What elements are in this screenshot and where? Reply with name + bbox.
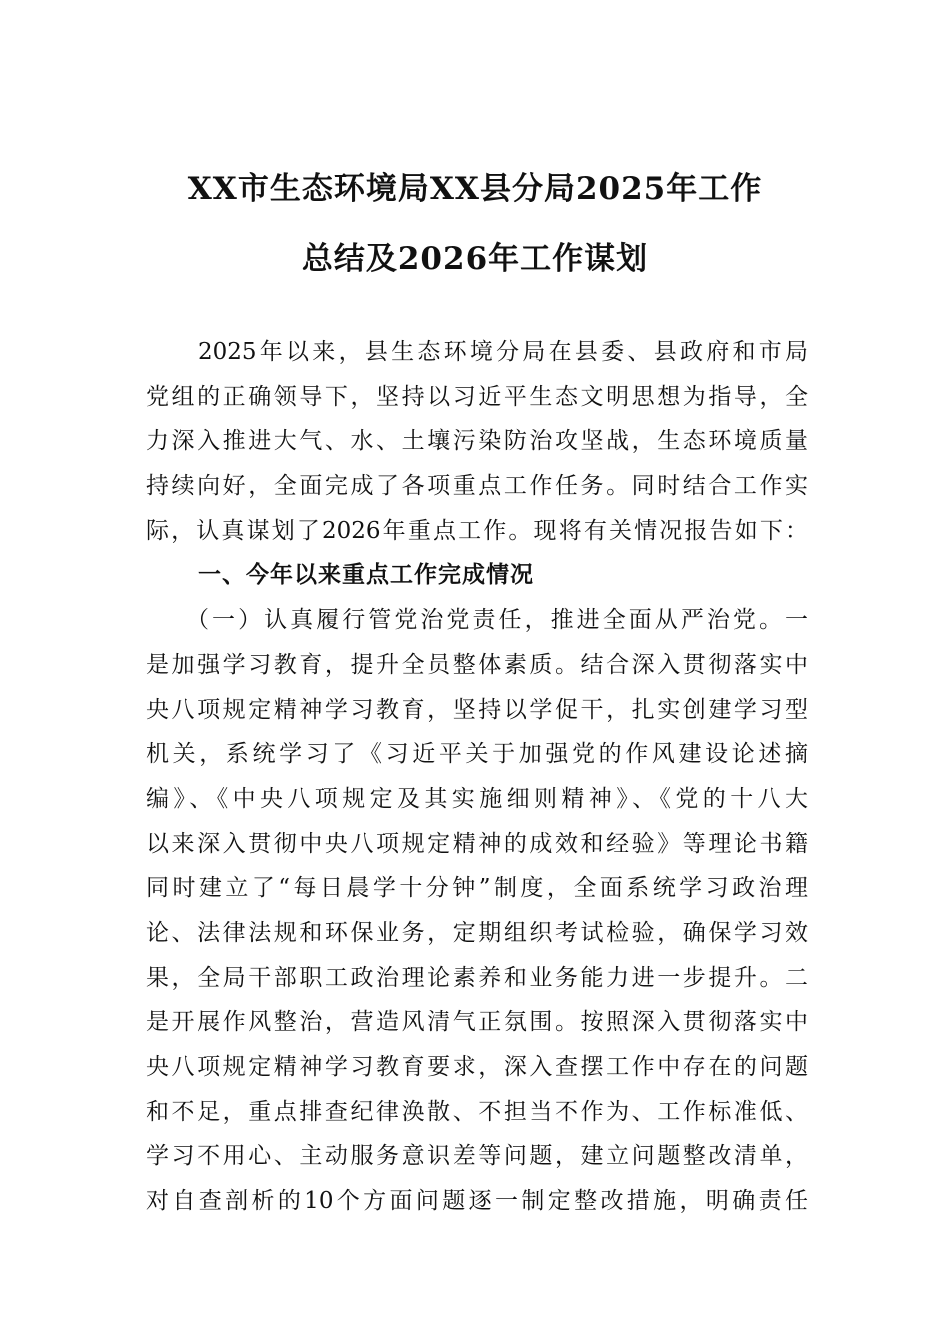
paragraph-line: 是加强学习教育，提升全员整体素质。结合深入贯彻落实中 [146,651,808,678]
paragraph-line: 学习不用心、主动服务意识差等问题，建立问题整改清单， [146,1143,808,1170]
paragraph-line: 编》、《中央八项规定及其实施细则精神》、《党的十八大 [146,785,808,812]
paragraph-line: 央八项规定精神学习教育要求，深入查摆工作中存在的问题 [146,1054,808,1080]
intro-line: 2025年以来，县生态环境分局在县委、县政府和市局 [198,339,808,365]
document-body [146,330,808,1224]
intro-line: 持续向好，全面完成了各项重点工作任务。同时结合工作实 [146,473,808,500]
paragraph-line: 央八项规定精神学习教育，坚持以学促干，扎实创建学习型 [146,696,808,723]
paragraph-line: 对自查剖析的10个方面问题逐一制定整改措施，明确责任 [146,1188,808,1215]
section-heading: 一、今年以来重点工作完成情况 [198,561,534,589]
paragraph-line: （一）认真履行管党治党责任，推进全面从严治党。一 [186,607,808,634]
paragraph-line: 机关，系统学习了《习近平关于加强党的作风建设论述摘 [146,741,808,768]
intro-line: 力深入推进大气、水、土壤污染防治攻坚战，生态环境质量 [146,428,808,455]
intro-line: 党组的正确领导下，坚持以习近平生态文明思想为指导，全 [146,383,808,410]
paragraph-line: 和不足，重点排查纪律涣散、不担当不作为、工作标准低、 [146,1098,808,1125]
document-title-line-1: XX市生态环境局XX县分局2025年工作 [187,171,763,207]
document-title-line-2: 总结及2026年工作谋划 [301,241,649,277]
paragraph-line: 论、法律法规和环保业务，定期组织考试检验，确保学习效 [146,919,808,946]
paragraph-line: 同时建立了“每日晨学十分钟”制度，全面系统学习政治理 [146,875,808,902]
intro-line: 际，认真谋划了2026年重点工作。现将有关情况报告如下： [146,517,808,544]
paragraph-line: 果，全局干部职工政治理论素养和业务能力进一步提升。二 [146,964,808,991]
paragraph-line: 以来深入贯彻中央八项规定精神的成效和经验》等理论书籍 [146,830,808,857]
paragraph-line: 是开展作风整治，营造风清气正氛围。按照深入贯彻落实中 [146,1009,808,1036]
